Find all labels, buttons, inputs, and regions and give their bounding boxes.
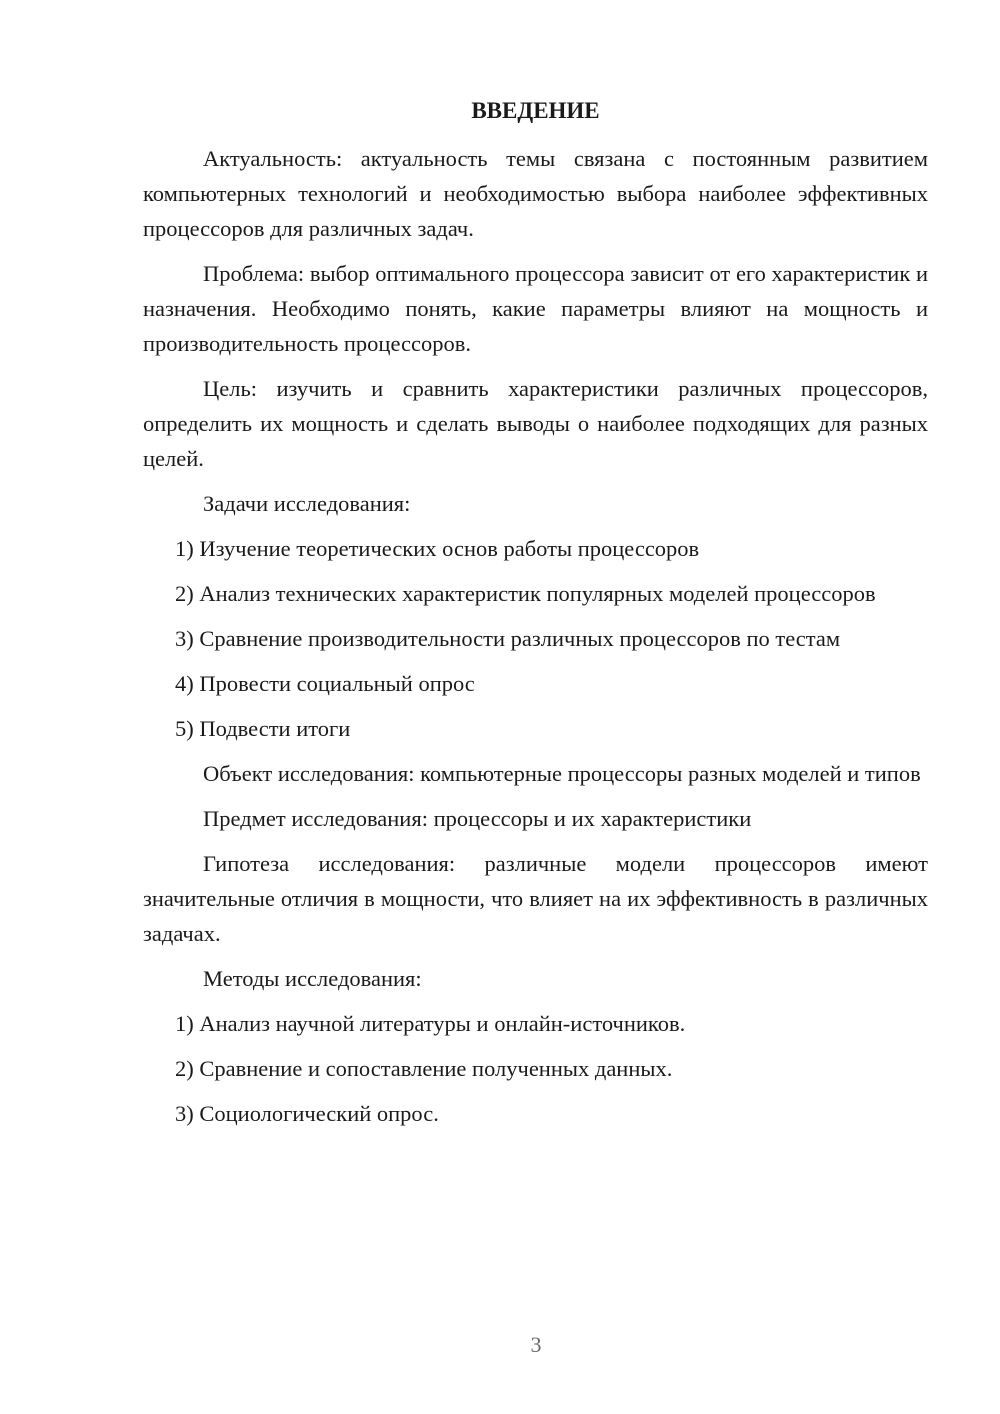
task-item: 1) Изучение теоретических основ работы процессоров xyxy=(175,536,700,561)
tasks-heading: Задачи исследования: xyxy=(203,491,411,516)
subject-paragraph: Предмет исследования: процессоры и их характеристики xyxy=(203,806,752,831)
task-item: 3) Сравнение производительности различных процессоров по тестам xyxy=(175,626,841,651)
page-number: 3 xyxy=(530,1332,542,1357)
goal-paragraph: Цель: изучить и сравнить характеристики различных процессоров, определить их мощность и сделать выводы о наиболее подходящих для разных целей. xyxy=(143,376,928,471)
document-page xyxy=(143,94,928,1141)
method-item: 1) Анализ научной литературы и онлайн-источников. xyxy=(175,1011,686,1036)
task-item: 5) Подвести итоги xyxy=(175,716,351,741)
task-item: 2) Анализ технических характеристик популярных моделей процессоров xyxy=(175,581,876,606)
methods-heading: Методы исследования: xyxy=(203,966,422,991)
actuality-paragraph: Актуальность: актуальность темы связана с постоянным развитием компьютерных технологий и необходимостью выбора наиболее эффективных процессоров для различных задач. xyxy=(143,146,928,241)
object-paragraph: Объект исследования: компьютерные процессоры разных моделей и типов xyxy=(203,761,921,786)
section-title: ВВЕДЕНИЕ xyxy=(471,98,600,123)
method-item: 3) Социологический опрос. xyxy=(175,1101,439,1126)
hypothesis-paragraph: Гипотеза исследования: различные модели процессоров имеют значительные отличия в мощности, что влияет на их эффективность в различных задачах. xyxy=(143,851,928,946)
method-item: 2) Сравнение и сопоставление полученных данных. xyxy=(175,1056,673,1081)
task-item: 4) Провести социальный опрос xyxy=(175,671,475,696)
problem-paragraph: Проблема: выбор оптимального процессора зависит от его характеристик и назначения. Необходимо понять, какие параметры влияют на мощность и производительность процессоров. xyxy=(143,261,928,356)
